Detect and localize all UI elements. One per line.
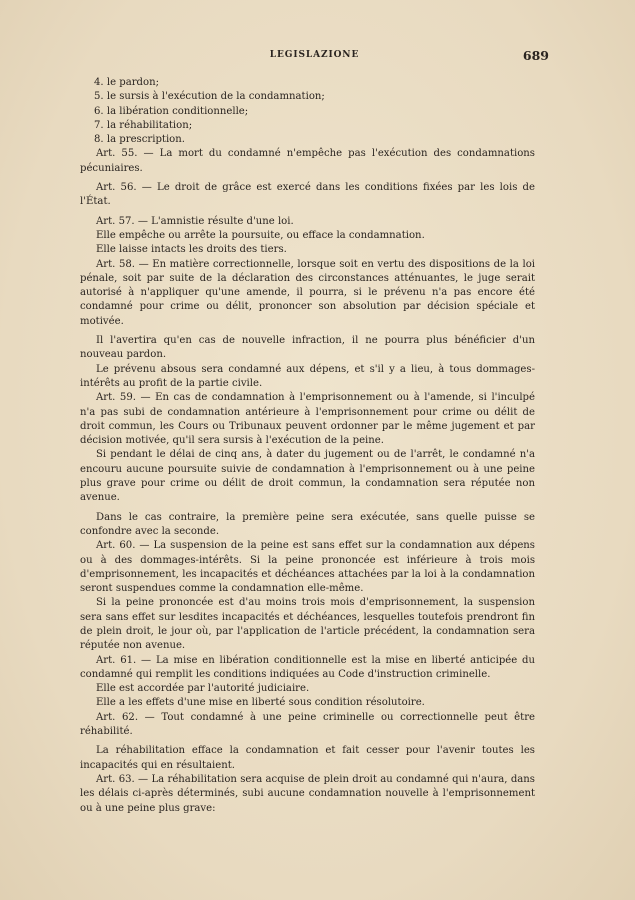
- list-item-8: 8. la prescription.: [94, 134, 185, 146]
- article-59-paragraph: Si pendant le délai de cinq ans, à dater du jugement ou de l'arrêt, le condamné n'a encouru aucune poursuite suivie de condamnation à l'emprisonnement ou à une peine plus grave pour crime ou délit de droit commun, la condamnation sera réputée non avenue.: [80, 449, 535, 504]
- list-item-4: 4. le pardon;: [94, 77, 159, 88]
- page-number: 689: [522, 48, 549, 63]
- article-61-paragraph: Elle est accordée par l'autorité judiciaire.: [96, 683, 310, 695]
- article-56: Art. 56. — Le droit de grâce est exercé dans les conditions fixées par les lois de l'État.: [80, 182, 535, 208]
- article-58-paragraph: Il l'avertira qu'en cas de nouvelle infraction, il ne pourra plus bénéficier d'un nouveau pardon.: [80, 335, 535, 361]
- article-62-paragraph: La réhabilitation efface la condamnation et fait cesser pour l'avenir toutes les incapacités qui en résultaient.: [80, 745, 535, 771]
- article-57-paragraph: Elle empêche ou arrête la poursuite, ou efface la condamnation.: [96, 229, 425, 241]
- article-57: Art. 57. — L'amnistie résulte d'une loi.: [96, 215, 294, 227]
- page-header: [80, 50, 549, 66]
- article-61: Art. 61. — La mise en libération conditionnelle est la mise en liberté anticipée du condamné qui remplit les conditions indiquées au Code d'instruction criminelle.: [80, 654, 535, 680]
- article-59: Art. 59. — En cas de condamnation à l'emprisonnement ou à l'amende, si l'inculpé n'a pas subi de condamnation antérieure à l'emprisonnement pour crime ou délit de droit commun, les Cours ou Tribunaux peuvent ordonner par le même jugement et par décision motivée, qu'il sera sursis à l'exécution de la peine.: [80, 392, 535, 447]
- article-58: Art. 58. — En matière correctionnelle, lorsque soit en vertu des dispositions de la loi pénale, soit par suite de la déclaration des circonstances atténuantes, le juge serait autorisé à n'appliquer qu'une amende, il pourra, si le prévenu n'a pas encore été condamné pour crime ou délit, prononcer son absolution par décision spéciale et motivée.: [80, 258, 535, 327]
- article-58-paragraph: Le prévenu absous sera condamné aux dépens, et s'il y a lieu, à tous dommages-intérêts au profit de la partie civile.: [80, 363, 535, 389]
- body-text: [80, 76, 535, 816]
- list-item-7: 7. la réhabilitation;: [94, 119, 193, 131]
- article-61-paragraph: Elle a les effets d'une mise en liberté sous condition résolutoire.: [96, 697, 425, 709]
- list-item-6: 6. la libération conditionnelle;: [94, 105, 249, 117]
- article-60: Art. 60. — La suspension de la peine est sans effet sur la condamnation aux dépens ou à des dommages-intérêts. Si la peine prononcée est inférieure à trois mois d'emprisonnement, les incapacités et déchéances attachées par la loi à la condamnation seront suspendues comme la condamnation elle-même.: [80, 540, 535, 595]
- article-63: Art. 63. — La réhabilitation sera acquise de plein droit au condamné qui n'aura, dans les délais ci-après déterminés, subi aucune condamnation nouvelle à l'emprisonnement ou à une peine plus grave:: [80, 773, 535, 814]
- article-62: Art. 62. — Tout condamné à une peine criminelle ou correctionnelle peut être réhabilité.: [80, 711, 535, 738]
- article-60-paragraph: Si la peine prononcée est d'au moins trois mois d'emprisonnement, la suspension sera sans effet sur lesdites incapacités et déchéances, lesquelles toutefois prendront fin de plein droit, le jour où, par l'application de l'article précédent, la condamnation sera réputée non avenue.: [80, 597, 535, 652]
- article-55: Art. 55. — La mort du condamné n'empêche pas l'exécution des condamnations pécuniaires.: [80, 148, 535, 174]
- running-title: LEGISLAZIONE: [269, 50, 360, 60]
- list-item-5: 5. le sursis à l'exécution de la condamnation;: [94, 91, 325, 103]
- article-57-paragraph: Elle laisse intacts les droits des tiers.: [96, 244, 287, 256]
- article-59-paragraph: Dans le cas contraire, la première peine sera exécutée, sans quelle puisse se confondre avec la seconde.: [80, 511, 535, 537]
